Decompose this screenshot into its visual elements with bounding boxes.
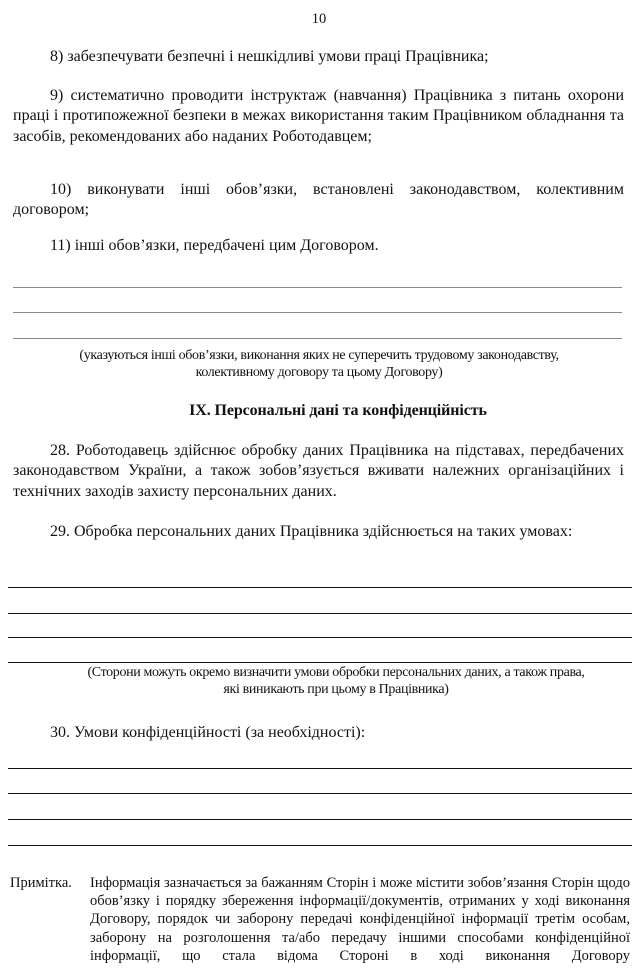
- paragraph-29: 29. Обробка персональних даних Працівника здійснюється на таких умовах:: [50, 523, 573, 540]
- fill-line-confidentiality-3[interactable]: [8, 819, 632, 820]
- caption-personal-data-line-2: які виникають при цьому в Працівника): [223, 682, 449, 697]
- caption-personal-data-line-1: (Сторони можуть окремо визначити умови обробки персональних даних, а також права,: [87, 665, 585, 680]
- fill-line-personal-data-1[interactable]: [8, 587, 632, 588]
- fill-line-other-duties-1[interactable]: [13, 287, 622, 288]
- fill-line-confidentiality-4[interactable]: [8, 845, 632, 846]
- fill-line-confidentiality-1[interactable]: [8, 768, 632, 769]
- section-heading: IX. Персональні дані та конфіденційність: [189, 402, 487, 419]
- fill-line-other-duties-3[interactable]: [13, 338, 622, 339]
- paragraph-28: 28. Роботодавець здійснює обробку даних Працівника на підставах, передбачених законодавством України, а також зобов’язується вживати належних організаційних і технічних заходів захисту персональних даних.: [13, 442, 624, 500]
- caption-other-duties: [0, 347, 638, 381]
- fill-line-personal-data-4[interactable]: [8, 662, 632, 663]
- fill-line-confidentiality-2[interactable]: [8, 793, 632, 794]
- duty-item-10: 10) виконувати інші обов’язки, встановлені законодавством, колективним договором;: [13, 181, 624, 219]
- caption-other-duties-line-2: колективному договору та цьому Договору): [195, 365, 443, 380]
- caption-other-duties-line-1: (указуються інші обов’язки, виконання яких не суперечить трудовому законодавству,: [79, 348, 559, 363]
- note-body: Інформація зазначається за бажанням Сторін і може містити зобов’язання Сторін щодо обов’язку і порядку збереження інформації/документів, отриманих у ході виконання Договору, порядок чи заборону передачі конфіденційної інформації третім особам, заборону на розголошення та/або передачу іншими способами конфіденційної інформації, що стала відома Стороні в ході виконання Договору: [90, 875, 630, 964]
- page-number: 10: [311, 11, 327, 27]
- fill-line-personal-data-2[interactable]: [8, 613, 632, 614]
- paragraph-30: 30. Умови конфіденційності (за необхідності):: [50, 724, 366, 741]
- duty-item-11: 11) інші обов’язки, передбачені цим Договором.: [50, 237, 379, 254]
- fill-line-other-duties-2[interactable]: [13, 312, 622, 313]
- caption-personal-data: [40, 664, 632, 698]
- fill-line-personal-data-3[interactable]: [8, 637, 632, 638]
- duty-item-8: 8) забезпечувати безпечні і нешкідливі умови праці Працівника;: [50, 48, 489, 65]
- note-label: Примітка.: [10, 875, 72, 891]
- duty-item-9: 9) систематично проводити інструктаж (навчання) Працівника з питань охорони праці і протипожежної безпеки в межах використання таким Працівником обладнання та засобів, рекомендованих або наданих Роботодавцем;: [13, 87, 624, 145]
